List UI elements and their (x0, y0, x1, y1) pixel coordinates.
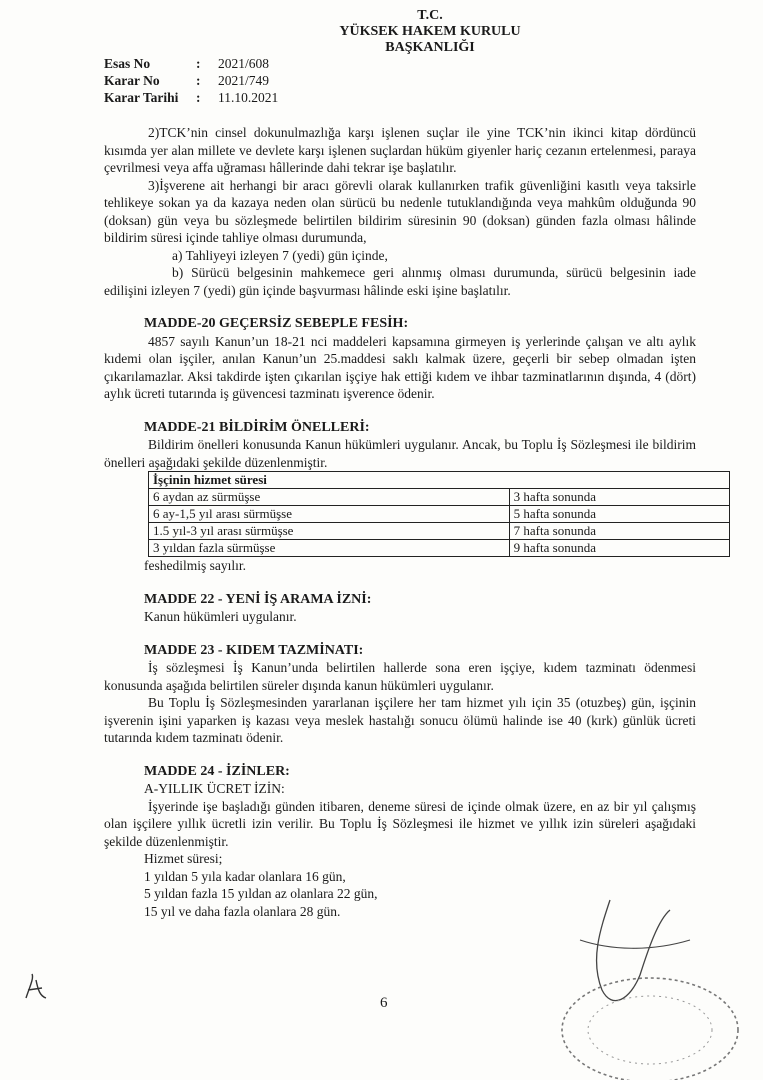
article-22-text: Kanun hükümleri uygulanır. (144, 609, 297, 624)
article-21-title: MADDE-21 BİLDİRİM ÖNELLERİ: (144, 419, 370, 435)
list-item: 5 yıldan fazla 15 yıldan az olanlara 22 gün, (144, 886, 378, 901)
article-24-list-head: Hizmet süresi; (144, 851, 223, 866)
header-line-3: BAŞKANLIĞI (385, 40, 475, 55)
notice-period-table (148, 471, 730, 557)
paragraph-3a: a) Tahliyeyi izleyen 7 (yedi) gün içinde, (172, 247, 388, 263)
meta-row-karar: Karar No : 2021/749 (104, 73, 270, 88)
article-24-text: İşyerinde işe başladığı günden itibaren, deneme süresi de içinde olmak üzere, en az bir yıl çalışmış olan işçilere yıllık ücretli izin verilir. Bu Toplu İş Sözleşmesi ile hizmet ve yıllık izin süreleri aşağıdaki şekilde düzenlenmiştir. (104, 798, 696, 849)
article-24-subtitle: A-YILLIK ÜCRET İZİN: (144, 781, 285, 796)
case-meta (104, 55, 278, 106)
article-23-text-1: İş sözleşmesi İş Kanun’unda belirtilen hallerde sona eren işçiye, kıdem tazminatı ödenmesi konusunda aşağıda belirtilen süreler dışında kanun hükümleri uygulanır. (104, 660, 696, 693)
list-item: 15 yıl ve daha fazla olanlara 28 gün. (144, 903, 341, 919)
page-number: 6 (380, 995, 388, 1011)
article-23-text-2: Bu Toplu İş Sözleşmesinden yararlanan işçilere her tam hizmet yılı için 35 (otuzbeş) gün, işçinin işverenin işini yaparken iş kazası veya meslek hastalığı sonucu ölümü halinde ise 40 (kırk) günlük ücreti tutarında kıdem tazminatı ödenir. (104, 695, 696, 745)
table-row: 6 ay-1,5 yıl arası sürmüşse 5 hafta sonunda (149, 506, 730, 523)
table-row: 1.5 yıl-3 yıl arası sürmüşse 7 hafta sonunda (149, 523, 730, 540)
paragraph-2: 2)TCK’nin cinsel dokunulmazlığa karşı işlenen suçlar ile yine TCK’nin ikinci kitap dördüncü kısımda yer alan millete ve devlete karşı işlenen suçlardan hüküm giyenler hariç cezanın ertelenmesi, paraya çevrilmesi veya affa uğraması hâllerinde dahi tekrar işe başlatılır. (104, 125, 696, 175)
table-header: İşçinin hizmet süresi (149, 472, 730, 489)
article-21-after: feshedilmiş sayılır. (144, 558, 246, 573)
table-row: 3 yıldan fazla sürmüşse 9 hafta sonunda (149, 540, 730, 557)
handwritten-initial (20, 968, 60, 1008)
paragraph-3: 3)İşverene ait herhangi bir aracı görevli olarak kullanırken trafik güvenliğini kasıtlı veya taksirle tehlikeye sokan ya da kazaya neden olan sürücü bu nedenle tutuklandığında veya mahkûm olduğunda 90 (doksan) gün veya bu sözleşmede belirtilen bildirim süresinin 90 (doksan) günden fazla olması hâlinde bildirim süresi içinde tahliye olması durumunda, (104, 177, 696, 245)
article-22-title: MADDE 22 - YENİ İŞ ARAMA İZNİ: (144, 591, 372, 607)
document-body (104, 124, 696, 920)
article-23-title: MADDE 23 - KIDEM TAZMİNATI: (144, 642, 364, 658)
article-20-text: 4857 sayılı Kanun’un 18-21 nci maddeleri kapsamına girmeyen iş yerlerinde çalışan ve altı aylık kıdemi olan işçiler, anılan Kanun’un 25.maddesi saklı kalmak üzere, geçerli bir sebep olmadan işten çıkarılamazlar. Aksi takdirde işten çıkarılan işçiye hak ettiği kıdem ve ihbar tazminatlarının dışında, 4 (dört) aylık ücreti tutarında iş güvencesi tazminatı işverence ödenir. (104, 333, 696, 401)
article-20-title: MADDE-20 GEÇERSİZ SEBEPLE FESİH: (144, 316, 409, 331)
table-header-row (149, 472, 730, 489)
meta-row-esas: Esas No : 2021/608 (104, 56, 270, 71)
header-line-2: YÜKSEK HAKEM KURULU (339, 24, 521, 39)
article-24-title: MADDE 24 - İZİNLER: (144, 763, 290, 779)
header-line-1: T.C. (417, 8, 443, 23)
list-item: 1 yıldan 5 yıla kadar olanlara 16 gün, (144, 868, 346, 884)
table-row: 6 aydan az sürmüşse 3 hafta sonunda (149, 489, 730, 506)
article-21-text: Bildirim önelleri konusunda Kanun hükümleri uygulanır. Ancak, bu Toplu İş Sözleşmesi ile bildirim önelleri aşağıdaki şekilde düzenlenmiştir. (104, 437, 696, 470)
meta-row-tarih: Karar Tarihi : 11.10.2021 (104, 90, 279, 105)
signature-and-seal (540, 880, 760, 1080)
institution-header (300, 8, 560, 56)
paragraph-3b: b) Sürücü belgesinin mahkemece geri alınmış olması durumunda, sürücü belgesinin iade edilişini izleyen 7 (yedi) gün içinde başvurması hâlinde eski işine başlatılır. (104, 265, 696, 298)
